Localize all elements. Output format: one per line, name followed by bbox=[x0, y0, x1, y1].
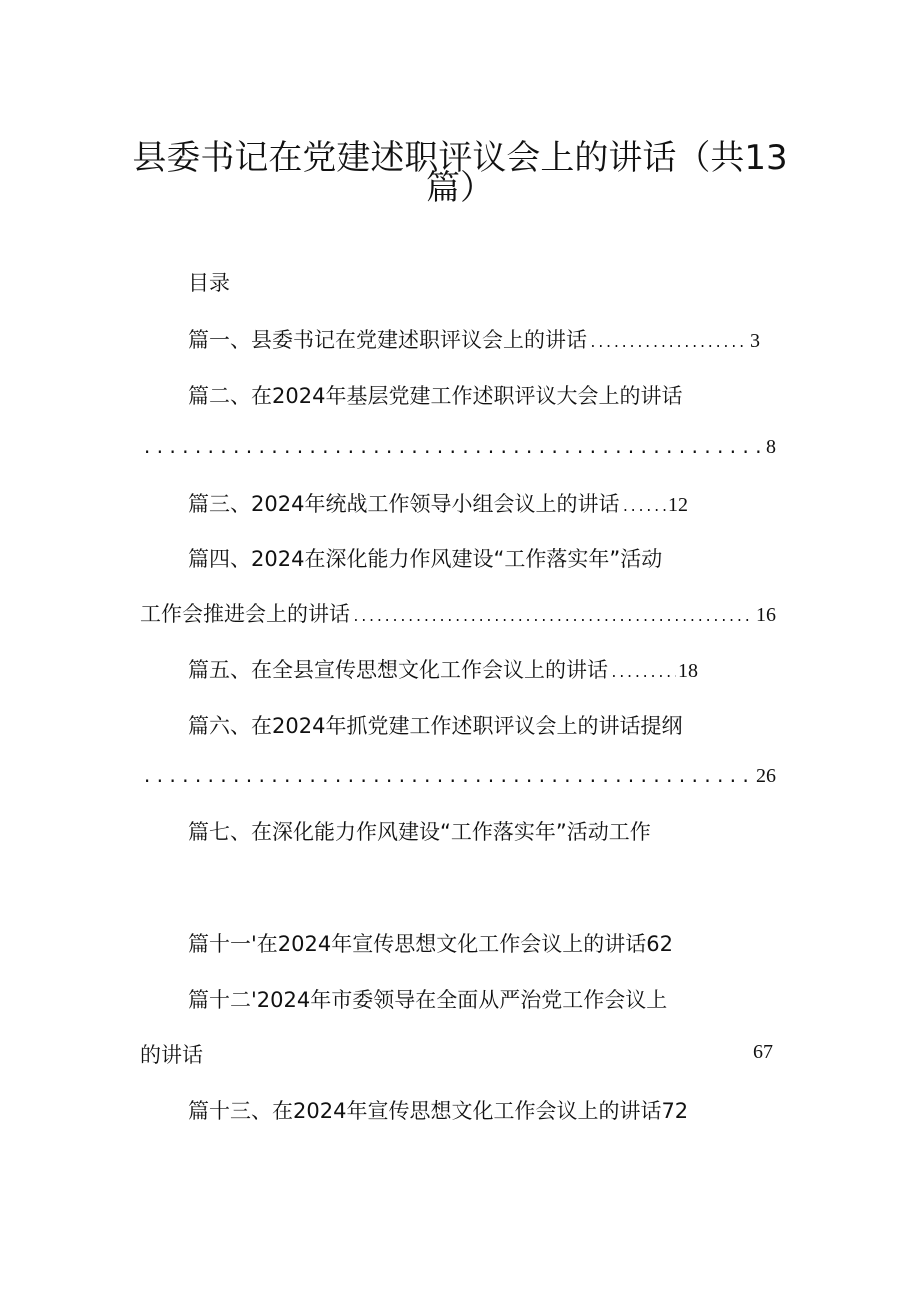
toc-entry-7-title[interactable]: 篇七、在深化能力作风建设“工作落实年”活动工作 bbox=[188, 820, 651, 844]
toc-entry-5-leader bbox=[610, 659, 676, 689]
toc-entry-3[interactable] bbox=[188, 489, 688, 523]
toc-entry-2-leader bbox=[142, 433, 764, 463]
toc-entry-6-leader bbox=[142, 762, 754, 792]
toc-entry-1-title: 篇一、县委书记在党建述职评议会上的讲话 bbox=[188, 328, 587, 352]
toc-entry-4-title-line1[interactable]: 篇四、2024在深化能力作风建设“工作落实年”活动 bbox=[188, 547, 663, 571]
toc-entry-3-page: 12 bbox=[668, 494, 688, 516]
toc-entry-5-page: 18 bbox=[678, 660, 698, 682]
toc-entry-3-leader bbox=[621, 493, 666, 523]
toc-entry-2-title[interactable]: 篇二、在2024年基层党建工作述职评议大会上的讲话 bbox=[188, 384, 683, 408]
toc-entry-12-title-line1[interactable]: 篇十二'2024年市委领导在全面从严治党工作会议上 bbox=[188, 988, 668, 1012]
toc-entry-6-title[interactable]: 篇六、在2024年抓党建工作述职评议会上的讲话提纲 bbox=[188, 714, 683, 738]
toc-entry-12-title-line2[interactable]: 的讲话 bbox=[140, 1043, 203, 1067]
toc-entry-1[interactable] bbox=[188, 325, 760, 359]
toc-entry-2-leader-row[interactable] bbox=[140, 432, 776, 463]
toc-entry-4-page: 16 bbox=[756, 604, 776, 626]
toc-entry-11[interactable]: 篇十一'在2024年宣传思想文化工作会议上的讲话62 bbox=[188, 932, 673, 956]
toc-entry-5-title: 篇五、在全县宣传思想文化工作会议上的讲话 bbox=[188, 658, 608, 682]
toc-entry-4-leader bbox=[352, 603, 754, 633]
toc-entry-2-page: 8 bbox=[766, 436, 776, 458]
toc-entry-6-leader-row[interactable] bbox=[140, 761, 776, 792]
toc-entry-3-title: 篇三、2024年统战工作领导小组会议上的讲话 bbox=[188, 492, 620, 516]
toc-entry-4-title-line2: 工作会推进会上的讲话 bbox=[140, 602, 350, 626]
toc-entry-5[interactable] bbox=[188, 655, 698, 689]
toc-heading: 目录 bbox=[188, 271, 230, 295]
toc-entry-4[interactable] bbox=[140, 599, 776, 633]
toc-entry-13[interactable]: 篇十三、在2024年宣传思想文化工作会议上的讲话72 bbox=[188, 1099, 689, 1123]
toc-entry-6-page: 26 bbox=[756, 765, 776, 787]
toc-entry-1-leader bbox=[589, 329, 748, 359]
document-title-line2: 篇） bbox=[426, 168, 494, 208]
toc-entry-12-page: 67 bbox=[753, 1041, 773, 1063]
document-title-line1: 县委书记在党建述职评议会上的讲话（共13 bbox=[132, 138, 788, 178]
toc-entry-1-page: 3 bbox=[750, 330, 760, 352]
